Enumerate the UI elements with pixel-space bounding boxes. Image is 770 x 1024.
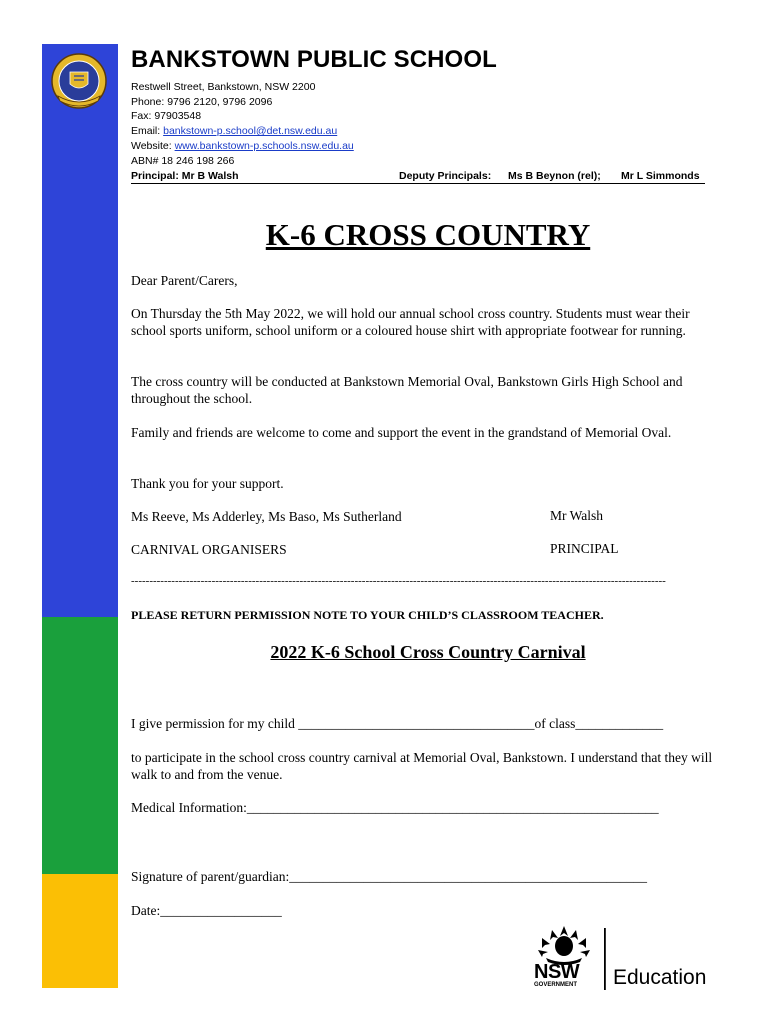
principal-name: Mr Walsh — [550, 508, 604, 523]
deputy-1: Ms B Beynon (rel); — [508, 170, 601, 182]
date-field[interactable]: Date:__________________ — [131, 903, 282, 918]
website-label: Website: — [131, 140, 172, 152]
page-title: K-6 CROSS COUNTRY — [265, 217, 591, 252]
paragraph-2: The cross country will be conducted at Bankstown Memorial Oval, Bankstown Girls High School and throughout the school. — [131, 374, 683, 406]
principal-heading: Principal: Mr B Walsh — [131, 170, 239, 182]
form-title: 2022 K-6 School Cross Country Carnival — [270, 642, 586, 662]
school-address: Restwell Street, Bankstown, NSW 2200 — [131, 81, 316, 93]
return-note: PLEASE RETURN PERMISSION NOTE TO YOUR CHILD’S CLASSROOM TEACHER. — [131, 608, 604, 622]
school-phone: Phone: 9796 2120, 9796 2096 — [131, 96, 273, 108]
deputy-2: Mr L Simmonds — [621, 170, 700, 182]
school-abn: ABN# 18 246 198 266 — [131, 155, 235, 167]
government-wordmark: GOVERNMENT — [534, 982, 578, 988]
school-website-line — [131, 140, 354, 153]
paragraph-1: On Thursday the 5th May 2022, we will hold our annual school cross country. Students must wear their school sports uniform, school uniform or a coloured house shirt with appropriate footwear for running. — [131, 306, 690, 338]
email-label: Email: — [131, 125, 161, 137]
deputy-label: Deputy Principals: — [399, 170, 492, 182]
organisers-names: Ms Reeve, Ms Adderley, Ms Baso, Ms Sutherland — [131, 509, 402, 524]
permission-line[interactable]: I give permission for my child ___________________________________of class_____________ — [131, 716, 664, 731]
thanks-line: Thank you for your support. — [131, 476, 284, 491]
staff-line — [131, 170, 705, 184]
cut-separator: -------------------------------------------------------------------------------------------------------------------------------------------------- — [131, 575, 666, 587]
greeting: Dear Parent/Carers, — [131, 273, 238, 288]
email-link[interactable]: bankstown-p.school@det.nsw.edu.au — [163, 125, 338, 137]
education-wordmark: Education — [613, 966, 707, 989]
side-bar-blue — [42, 44, 118, 617]
side-bar-yellow — [42, 874, 118, 988]
participate-text: to participate in the school cross country carnival at Memorial Oval, Bankstown. I understand that they will walk to and from the venue. — [131, 750, 713, 782]
school-email-line — [131, 125, 337, 138]
nsw-wordmark: NSW — [534, 961, 580, 983]
website-link[interactable]: www.bankstown-p.schools.nsw.edu.au — [174, 140, 354, 152]
nsw-education-logo — [530, 924, 730, 994]
school-fax: Fax: 97903548 — [131, 110, 202, 122]
paragraph-3: Family and friends are welcome to come and support the event in the grandstand of Memorial Oval. — [131, 425, 672, 440]
medical-info-field[interactable]: Medical Information:_____________________________________________________________ — [131, 800, 659, 815]
side-colour-bar — [42, 44, 118, 988]
principal-role: PRINCIPAL — [550, 541, 619, 556]
organisers-role: CARNIVAL ORGANISERS — [131, 542, 287, 557]
signature-field[interactable]: Signature of parent/guardian:_____________________________________________________ — [131, 869, 647, 884]
school-name: BANKSTOWN PUBLIC SCHOOL — [131, 46, 497, 73]
school-crest-icon — [48, 50, 110, 112]
